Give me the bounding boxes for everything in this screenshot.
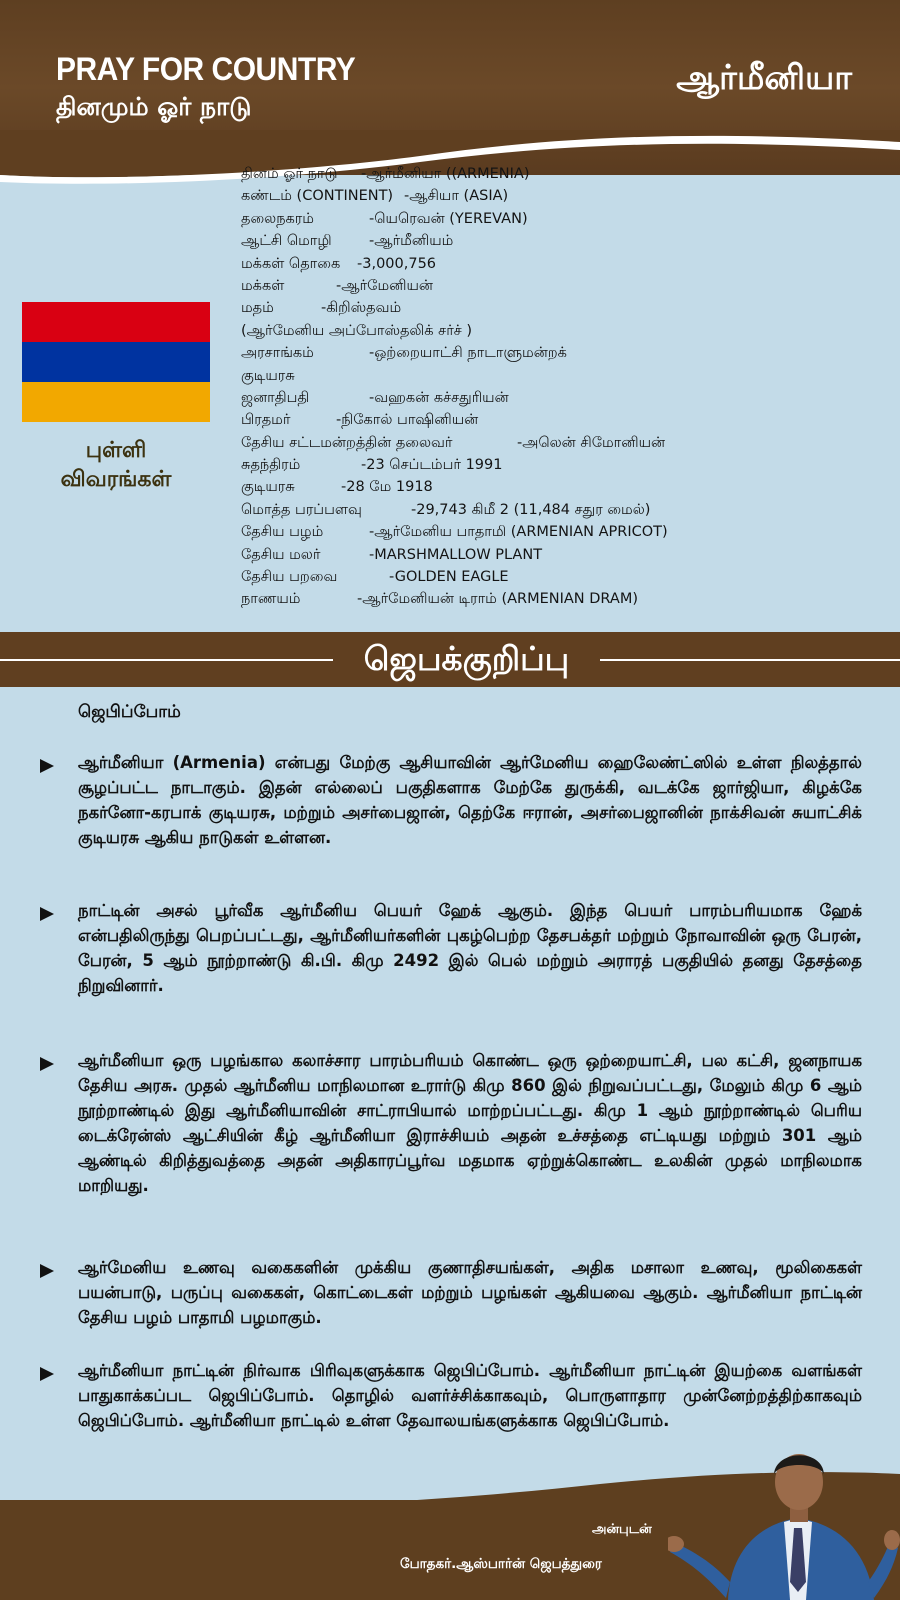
flag-stripe-orange — [22, 382, 210, 422]
prayer-point-text: ஆர்மீனியா நாட்டின் நிர்வாக பிரிவுகளுக்காக ஜெபிப்போம். ஆர்மீனியா நாட்டின் இயற்கை வளங்கள் பாதுகாக்கப்பட ஜெபிப்போம். தொழில் வளர்ச்சிக்காகவும், பொருளாதார முன்னேற்றத்திற்காகவும் ஜெபிப்போம். ஆர்மீனியா நாட்டில் உள்ள தேவாலயங்களுக்காக ஜெபிப்போம். — [78, 1361, 862, 1430]
fact-value: -ஆர்மேனிய பாதாமி (ARMENIAN APRICOT) — [369, 524, 668, 541]
prayer-point-text: ஆர்மீனியா (Armenia) என்பது மேற்கு ஆசியாவின் ஆர்மேனிய ஹைலேண்ட்ஸில் உள்ள நிலத்தால் சூழப்பட்ட நாடாகும். இதன் எல்லைப் பகுதிகளாக மேற்கே துருக்கி, வடக்கே ஜார்ஜியா, கிழக்கே நகர்னோ-கரபாக் குடியரசு, மற்றும் அசர்பைஜான், தெற்கே ஈரான், அசர்பைஜானின் நாக்சிவன் சுயாட்சிக் குடியரசு ஆகிய நாடுகள் உள்ளன. — [78, 753, 862, 847]
prayer-point-text: ஆர்மேனிய உணவு வகைகளின் முக்கிய குணாதிசயங்கள், அதிக மசாலா உணவு, மூலிகைகள் பயன்பாடு, பருப்பு வகைகள், கொட்டைகள் மற்றும் பழங்கள் ஆகியவை ஆகும். ஆர்மீனியா நாட்டின் தேசிய பழம் பாதாமி பழமாகும். — [78, 1258, 862, 1327]
prayer-point-text: ஆர்மீனியா ஒரு பழங்கால கலாச்சார பாரம்பரியம் கொண்ட ஒரு ஒற்றையாட்சி, பல கட்சி, ஜனநாயக தேசிய அரசு. முதல் ஆர்மீனிய மாநிலமான உரார்டு கிமு 860 இல் நிறுவப்பட்டது, மேலும் கிமு 6 ஆம் நூற்றாண்டில் இது ஆர்மீனியாவின் சாட்ராபியால் மாற்றப்பட்டது. கிமு 1 ஆம் நூற்றாண்டில் பெரிய டைக்ரேன்ஸ் ஆட்சியின் கீழ் ஆர்மீனியா இராச்சியம் அதன் உச்சத்தை எட்டியது மற்றும் 301 ஆம் ஆண்டில் கிறித்துவத்தை அதன் அதிகாரப்பூர்வ மதமாக ஏற்றுக்கொண்ட உலகின் முதல் மாநிலமாக மாறியது. — [78, 1051, 862, 1195]
facts-list — [241, 163, 891, 611]
fact-key: நாணயம் — [241, 591, 301, 608]
prayer-point-text: நாட்டின் அசல் பூர்வீக ஆர்மீனிய பெயர் ஹேக் ஆகும். இந்த பெயர் பாரம்பரியமாக ஹேக் என்பதிலிருந்து பெறப்பட்டது, ஆர்மீனியர்களின் புகழ்பெற்ற தேசபக்தர் மற்றும் நோவாவின் ஒரு பேரன், பேரன், 5 ஆம் நூற்றாண்டு கி.பி. கிமு 2492 இல் பெல் மற்றும் அராரத் பகுதியில் தனது தேசத்தை நிறுவினார். — [78, 901, 862, 995]
fact-row — [241, 275, 891, 297]
fact-value: -கிறிஸ்தவம் — [321, 300, 402, 317]
arrow-bullet-icon — [40, 1264, 54, 1278]
fact-row — [241, 521, 891, 543]
divider-line — [600, 659, 900, 661]
fact-key: அரசாங்கம் — [241, 345, 314, 362]
fact-row — [241, 588, 891, 610]
signature-label: அன்புடன் — [592, 1522, 652, 1537]
country-name: ஆர்மீனியா — [676, 58, 852, 98]
divider-line — [0, 659, 333, 661]
arrow-bullet-icon — [40, 907, 54, 921]
preacher-photo — [668, 1432, 900, 1600]
fact-key: தேசிய பறவை — [241, 569, 338, 586]
armenia-flag — [22, 302, 210, 422]
fact-row — [241, 454, 891, 476]
fact-key: மதம் — [241, 300, 274, 317]
fact-row — [241, 544, 891, 566]
fact-row — [241, 432, 891, 454]
prayer-point — [36, 1358, 862, 1433]
fact-key: தினம் ஓர் நாடு — [241, 166, 338, 182]
fact-row — [241, 297, 891, 319]
fact-row — [241, 365, 891, 387]
prayer-point — [36, 1048, 862, 1198]
prayer-section-banner — [0, 632, 900, 687]
fact-value: -அலென் சிமோனியன் — [517, 434, 666, 451]
fact-key: பிரதமர் — [241, 412, 291, 429]
fact-row — [241, 342, 891, 364]
fact-value: -யெரெவன் (YEREVAN) — [369, 210, 528, 227]
fact-key: ஜனாதிபதி — [241, 389, 310, 406]
fact-value: -ஆர்மேனியன் டிராம் (ARMENIAN DRAM) — [357, 591, 639, 608]
flag-stripe-red — [22, 302, 210, 342]
fact-key: தேசிய சட்டமன்றத்தின் தலைவர் — [241, 434, 453, 451]
fact-value: -ஒற்றையாட்சி நாடாளுமன்றக் — [369, 345, 567, 362]
fact-value: -23 செப்டம்பர் 1991 — [361, 457, 503, 474]
fact-value: -நிகோல் பாஷினியன் — [336, 412, 479, 429]
prayer-point — [36, 750, 862, 850]
fact-value: (ஆர்மேனிய அப்போஸ்தலிக் சர்ச் ) — [241, 322, 473, 339]
fact-key: மொத்த பரப்பளவு — [241, 501, 362, 518]
facts-title — [22, 436, 210, 494]
fact-key: தேசிய பழம் — [241, 524, 324, 541]
fact-value: -GOLDEN EAGLE — [389, 569, 509, 586]
fact-key: கண்டம் (CONTINENT) — [241, 188, 394, 205]
header-title-english: PRAY FOR COUNTRY — [56, 52, 356, 88]
fact-value: -3,000,756 — [357, 255, 437, 272]
prayer-section-title: ஜெபக்குறிப்பு — [363, 639, 570, 678]
fact-value: -வஹகன் கச்சதுரியன் — [369, 389, 509, 406]
fact-value: -ஆர்மீனியம் — [369, 233, 454, 250]
fact-value: -29,743 கிமீ 2 (11,484 சதுர மைல்) — [411, 501, 651, 518]
fact-row — [241, 387, 891, 409]
prayer-point — [36, 1255, 862, 1330]
fact-value: -MARSHMALLOW PLANT — [369, 546, 543, 563]
fact-key: தேசிய மலர் — [241, 546, 321, 563]
arrow-bullet-icon — [40, 1057, 54, 1071]
fact-value: குடியரசு — [241, 367, 295, 384]
fact-row — [241, 230, 891, 252]
arrow-bullet-icon — [40, 1367, 54, 1381]
fact-row — [241, 409, 891, 431]
fact-row — [241, 476, 891, 498]
fact-key: சுதந்திரம் — [241, 457, 301, 474]
fact-row — [241, 566, 891, 588]
fact-key: குடியரசு — [241, 479, 295, 496]
fact-key: மக்கள் — [241, 277, 285, 294]
facts-title-line-1: புள்ளி — [85, 438, 147, 463]
fact-key: தலைநகரம் — [241, 210, 314, 227]
arrow-bullet-icon — [40, 759, 54, 773]
fact-key: ஆட்சி மொழி — [241, 233, 332, 250]
header-title-tamil: தினமும் ஓர் நாடு — [56, 92, 252, 121]
signature-name: போதகர்.ஆஸ்பார்ன் ஜெபத்துரை — [400, 1556, 602, 1572]
fact-value: -28 மே 1918 — [341, 479, 433, 496]
fact-key: மக்கள் தொகை — [241, 255, 341, 272]
fact-row — [241, 185, 891, 207]
fact-row — [241, 499, 891, 521]
facts-title-line-2: விவரங்கள் — [60, 467, 172, 492]
fact-row — [241, 163, 891, 185]
fact-value: -ஆசியா (ASIA) — [404, 188, 509, 205]
prayer-intro: ஜெபிப்போம் — [78, 702, 181, 722]
prayer-point — [36, 898, 862, 998]
fact-row — [241, 253, 891, 275]
fact-value: -ஆர்மேனியன் — [336, 277, 433, 294]
fact-value: -ஆர்மீனியா ((ARMENIA) — [361, 166, 530, 182]
fact-row — [241, 208, 891, 230]
flag-stripe-blue — [22, 342, 210, 382]
fact-row — [241, 320, 891, 342]
